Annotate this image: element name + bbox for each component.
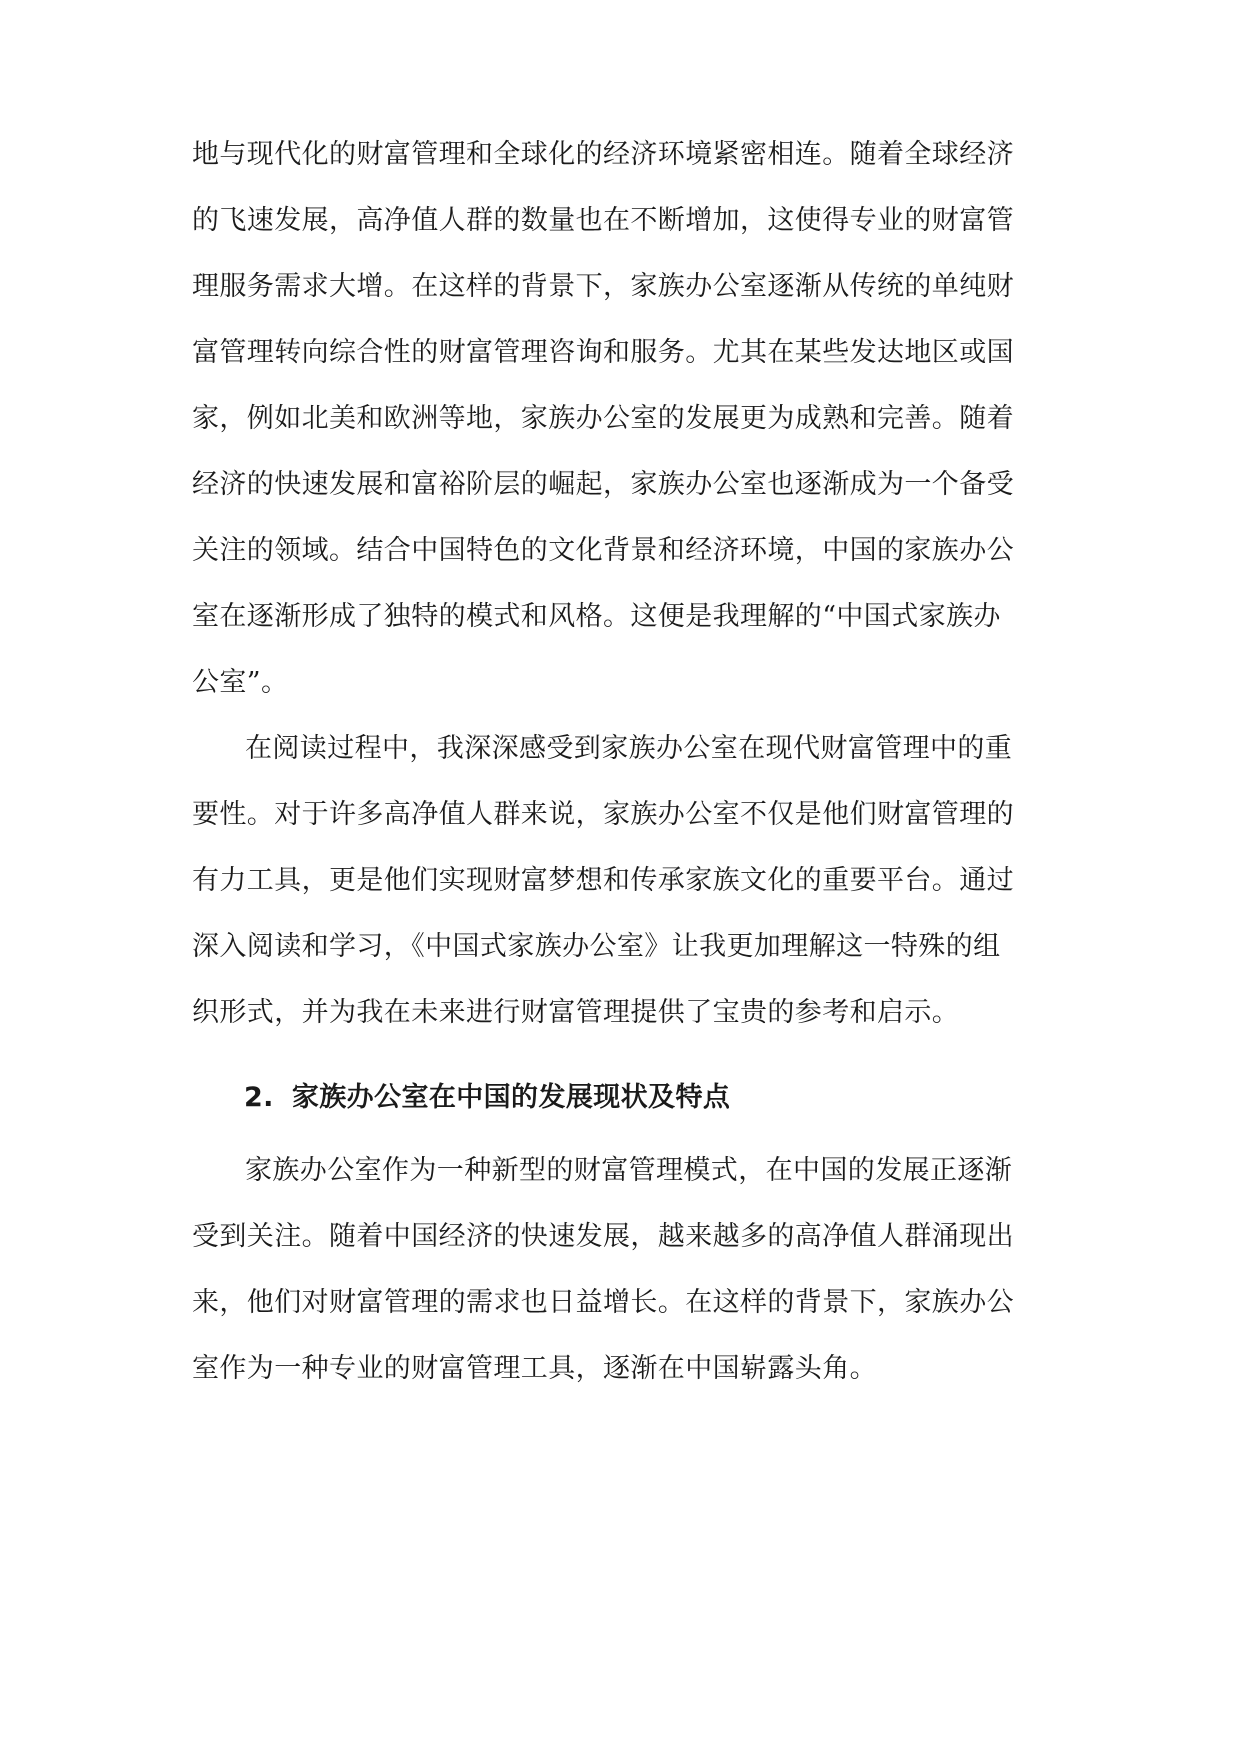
text-line: 家，例如北美和欧洲等地，家族办公室的发展更为成熟和完善。随着 xyxy=(192,403,1014,434)
text-line: 受到关注。随着中国经济的快速发展，越来越多的高净值人群涌现出 xyxy=(192,1221,1014,1252)
section-title: 家族办公室在中国的发展现状及特点 xyxy=(291,1082,731,1113)
text-line: 地与现代化的财富管理和全球化的经济环境紧密相连。随着全球经济 xyxy=(192,139,1014,170)
text-line: 的飞速发展，高净值人群的数量也在不断增加，这使得专业的财富管 xyxy=(192,205,1014,236)
text-line: 要性。对于许多高净值人群来说，家族办公室不仅是他们财富管理的 xyxy=(192,799,1014,830)
text-line: 家族办公室作为一种新型的财富管理模式，在中国的发展正逐渐 xyxy=(245,1155,1013,1186)
text-line: 理服务需求大增。在这样的背景下，家族办公室逐渐从传统的单纯财 xyxy=(192,271,1014,302)
section-number: 2. xyxy=(244,1082,274,1113)
text-line: 关注的领域。结合中国特色的文化背景和经济环境，中国的家族办公 xyxy=(192,535,1014,566)
text-line: 富管理转向综合性的财富管理咨询和服务。尤其在某些发达地区或国 xyxy=(192,337,1014,368)
text-line: 室在逐渐形成了独特的模式和风格。这便是我理解的“中国式家族办 xyxy=(192,601,1001,632)
text-line: 室作为一种专业的财富管理工具，逐渐在中国崭露头角。 xyxy=(192,1353,877,1384)
text-line: 有力工具，更是他们实现财富梦想和传承家族文化的重要平台。通过 xyxy=(192,865,1014,896)
text-line: 在阅读过程中，我深深感受到家族办公室在现代财富管理中的重 xyxy=(245,733,1013,764)
text-line: 深入阅读和学习，《中国式家族办公室》让我更加理解这一特殊的组 xyxy=(192,931,1001,962)
text-line: 来，他们对财富管理的需求也日益增长。在这样的背景下，家族办公 xyxy=(192,1287,1014,1318)
section-heading xyxy=(244,1080,730,1116)
text-line: 公室”。 xyxy=(192,667,289,698)
text-line: 织形式，并为我在未来进行财富管理提供了宝贵的参考和启示。 xyxy=(192,997,960,1028)
text-line: 经济的快速发展和富裕阶层的崛起，家族办公室也逐渐成为一个备受 xyxy=(192,469,1014,500)
